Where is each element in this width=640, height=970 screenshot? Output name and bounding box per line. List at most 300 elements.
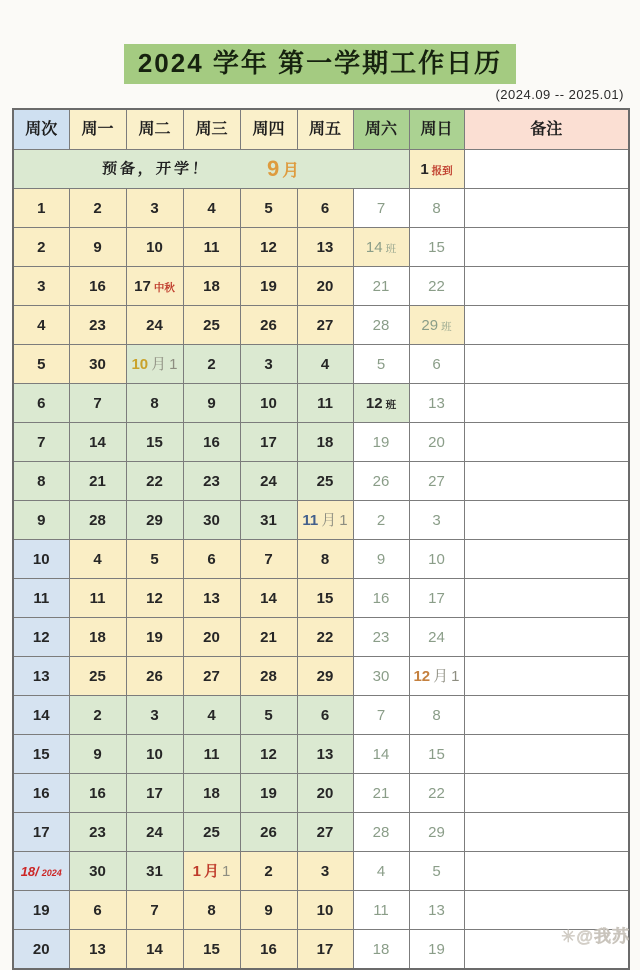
- day-cell: [297, 891, 353, 930]
- cell-text: 11: [373, 901, 389, 919]
- note-cell: [464, 423, 629, 462]
- page-title-wrap: [0, 44, 640, 84]
- watermark-logo-icon: ✳: [561, 927, 577, 946]
- day-cell: [297, 267, 353, 306]
- cell-text: 13: [89, 940, 106, 958]
- cell-text: 7: [37, 433, 46, 451]
- cell-text: 30: [203, 511, 220, 529]
- header-cell-week: 周次: [13, 109, 69, 150]
- day-cell: [353, 618, 409, 657]
- cell-text: 7: [150, 901, 159, 919]
- cell-text: 14: [260, 589, 277, 607]
- cell-text: 5: [432, 862, 441, 880]
- cell-text: 30: [372, 667, 390, 685]
- day-cell: [297, 345, 353, 384]
- cell-text: 19: [428, 940, 445, 958]
- cell-text: 1: [451, 667, 460, 685]
- cell-text: 8: [320, 550, 330, 568]
- cell-text: 1: [222, 862, 231, 880]
- cell-text: 1: [339, 511, 348, 529]
- cell-text: 12: [365, 394, 383, 412]
- cell-text: 20: [428, 433, 445, 451]
- header-cell-tue: 周二: [126, 109, 183, 150]
- cell-text: 5: [264, 199, 273, 217]
- day-cell: [353, 696, 409, 735]
- day-cell: [409, 345, 464, 384]
- day-cell: [126, 501, 183, 540]
- week-number-cell: [13, 657, 69, 696]
- cell-text: 5: [37, 355, 46, 373]
- header-row: [13, 109, 629, 150]
- month-unit: 月: [282, 161, 300, 180]
- day-cell: [297, 813, 353, 852]
- day-cell: [183, 891, 240, 930]
- calendar-table: [12, 108, 630, 970]
- day-cell: [353, 306, 409, 345]
- cell-text: 8: [207, 901, 216, 919]
- day-cell: [353, 501, 409, 540]
- day-cell: [409, 579, 464, 618]
- cell-text: 22: [428, 277, 445, 295]
- header-cell-notes: 备注: [464, 109, 629, 150]
- day-cell: [353, 384, 409, 423]
- cell-text: 4: [93, 550, 102, 568]
- cell-text: 19: [372, 433, 390, 451]
- cell-text: 22: [316, 628, 334, 646]
- cell-text: 23: [89, 823, 106, 841]
- week-number-cell: [13, 345, 69, 384]
- day-cell: [69, 813, 126, 852]
- day-cell: [183, 930, 240, 970]
- note-cell: [464, 345, 629, 384]
- cell-text: 26: [260, 316, 277, 334]
- week-row: [13, 462, 629, 501]
- day-cell: [353, 852, 409, 891]
- day-cell: [126, 228, 183, 267]
- watermark-text: @我苏: [576, 927, 630, 946]
- day-cell: [353, 774, 409, 813]
- day-cell: [69, 267, 126, 306]
- week-number-cell: [13, 501, 69, 540]
- cell-text: 6: [432, 355, 441, 373]
- week-row: [13, 657, 629, 696]
- day-cell: [409, 228, 464, 267]
- day-cell: [240, 774, 297, 813]
- day-cell: [126, 540, 183, 579]
- day-cell: [297, 189, 353, 228]
- cell-text: 29: [421, 316, 439, 334]
- cell-text: 3: [150, 199, 159, 217]
- note-cell: [464, 696, 629, 735]
- note-cell: [464, 267, 629, 306]
- week-number-cell: [13, 423, 69, 462]
- cell-text: 13: [316, 745, 334, 763]
- day-cell: [183, 306, 240, 345]
- day-cell: [126, 267, 183, 306]
- cell-text: 26: [260, 823, 277, 841]
- cell-text: 20: [203, 628, 220, 646]
- cell-text: 10: [316, 901, 334, 919]
- cell-text: 26: [146, 667, 163, 685]
- cell-text: 16: [32, 784, 50, 802]
- week-number-cell: [13, 189, 69, 228]
- month-number: 9: [267, 156, 280, 181]
- day-cell: [69, 423, 126, 462]
- day-cell: [297, 657, 353, 696]
- cell-text: 12: [260, 238, 277, 256]
- month-row: [13, 150, 629, 189]
- week-number-cell: [13, 774, 69, 813]
- cell-text: 月: [321, 511, 337, 529]
- day-cell: [297, 540, 353, 579]
- day-cell: [240, 267, 297, 306]
- cell-text: 10: [131, 355, 149, 373]
- cell-text: 4: [320, 355, 330, 373]
- day-cell: [240, 306, 297, 345]
- cell-text: 27: [316, 316, 334, 334]
- day-cell: [183, 462, 240, 501]
- day-cell: [69, 462, 126, 501]
- cell-text: 11: [33, 589, 50, 607]
- cell-text: 21: [260, 628, 277, 646]
- header-cell-fri: 周五: [297, 109, 353, 150]
- day-cell: [126, 618, 183, 657]
- cell-text: 18: [372, 940, 390, 958]
- day-cell: [240, 657, 297, 696]
- cell-text: 6: [320, 706, 330, 724]
- day-cell: [297, 735, 353, 774]
- note-cell: [464, 384, 629, 423]
- cell-text: 17: [260, 433, 277, 451]
- note-cell: [464, 540, 629, 579]
- day-cell: [353, 579, 409, 618]
- cell-text: 8: [37, 472, 46, 490]
- cell-text: 20: [316, 784, 334, 802]
- day-cell: [409, 189, 464, 228]
- cell-text: 11: [89, 589, 106, 607]
- cell-text: 12: [32, 628, 50, 646]
- cell-text: 10: [32, 550, 50, 568]
- cell-text: 9: [376, 550, 386, 568]
- cell-text: 13: [428, 901, 445, 919]
- cell-text: 3: [37, 277, 46, 295]
- week-number-cell: [13, 852, 69, 891]
- day-cell: [297, 696, 353, 735]
- day-cell: [353, 540, 409, 579]
- day-cell: [353, 228, 409, 267]
- cell-text: 15: [316, 589, 334, 607]
- day-cell: [69, 852, 126, 891]
- cell-text: 24: [146, 316, 163, 334]
- day-cell: [353, 891, 409, 930]
- day-cell: [240, 852, 297, 891]
- day-cell: [69, 735, 126, 774]
- cell-text: 17: [428, 589, 445, 607]
- cell-text: 20: [32, 940, 50, 958]
- cell-text: 3: [150, 706, 159, 724]
- day-cell: [409, 267, 464, 306]
- day-cell: [240, 618, 297, 657]
- week-row: [13, 852, 629, 891]
- cell-text: 14: [89, 433, 106, 451]
- day-cell: [353, 462, 409, 501]
- cell-text: 6: [320, 199, 330, 217]
- week-row: [13, 618, 629, 657]
- cell-text: 22: [428, 784, 445, 802]
- day-cell: [409, 306, 464, 345]
- day-cell: [69, 657, 126, 696]
- day-cell: [409, 813, 464, 852]
- week-number-cell: [13, 813, 69, 852]
- header-cell-mon: 周一: [69, 109, 126, 150]
- cell-text: 29: [146, 511, 163, 529]
- week-row: [13, 423, 629, 462]
- cell-text: 班: [441, 320, 452, 333]
- day-cell: [353, 267, 409, 306]
- day-cell: [183, 618, 240, 657]
- cell-text: 20: [316, 277, 334, 295]
- day-cell: [240, 501, 297, 540]
- day-cell: [126, 423, 183, 462]
- cell-text: 17: [146, 784, 163, 802]
- note-cell: [464, 813, 629, 852]
- cell-text: 11: [203, 745, 220, 763]
- cell-text: 2: [376, 511, 386, 529]
- cell-text: 21: [89, 472, 106, 490]
- week-number-cell: [13, 891, 69, 930]
- cell-text: 14: [372, 745, 390, 763]
- week-row: [13, 813, 629, 852]
- cell-text: 22: [146, 472, 163, 490]
- cell-text: 25: [316, 472, 334, 490]
- week-number-cell: [13, 930, 69, 970]
- day-cell: [240, 462, 297, 501]
- cell-text: 11: [317, 394, 333, 412]
- cell-text: 3: [320, 862, 330, 880]
- week-row: [13, 540, 629, 579]
- cell-text: 12: [413, 667, 431, 685]
- week-number-cell: [13, 618, 69, 657]
- day-cell: [183, 228, 240, 267]
- day-cell: [126, 774, 183, 813]
- cell-text: 26: [372, 472, 390, 490]
- cell-text: 2: [207, 355, 216, 373]
- week-number-cell: [13, 228, 69, 267]
- day-cell: [69, 345, 126, 384]
- cell-text: 25: [89, 667, 106, 685]
- month-label: [267, 158, 299, 180]
- day-cell: [183, 540, 240, 579]
- cell-text: 14: [146, 940, 163, 958]
- week-row: [13, 189, 629, 228]
- week-row: [13, 384, 629, 423]
- day-cell: [409, 462, 464, 501]
- day-cell: [183, 384, 240, 423]
- day-cell: [409, 735, 464, 774]
- cell-text: 1: [37, 199, 46, 217]
- cell-text: 13: [32, 667, 50, 685]
- cell-text: 15: [203, 940, 220, 958]
- cell-text: 7: [93, 394, 102, 412]
- day-cell: [353, 423, 409, 462]
- cell-text: 3: [264, 355, 273, 373]
- note-cell: [464, 189, 629, 228]
- cell-text: 4: [376, 862, 386, 880]
- cell-text: 31: [260, 511, 277, 529]
- day-cell: [297, 501, 353, 540]
- day-cell: [69, 579, 126, 618]
- cell-text: 19: [146, 628, 163, 646]
- day-cell: [240, 423, 297, 462]
- day-cell: [409, 696, 464, 735]
- cell-text: 23: [89, 316, 106, 334]
- cell-text: 24: [428, 628, 445, 646]
- cell-text: 3: [432, 511, 441, 529]
- cell-text: 31: [146, 862, 163, 880]
- day-cell: [409, 618, 464, 657]
- day-cell: [409, 501, 464, 540]
- cell-text: 13: [316, 238, 334, 256]
- cell-text: 13: [203, 589, 220, 607]
- cell-text: 12: [146, 589, 163, 607]
- header-cell-wed: 周三: [183, 109, 240, 150]
- day-cell: [126, 852, 183, 891]
- note-cell: [464, 735, 629, 774]
- cell-text: 21: [372, 784, 390, 802]
- day-cell: [240, 813, 297, 852]
- cell-text: 6: [207, 550, 216, 568]
- cell-text: 4: [207, 706, 216, 724]
- cell-text: 1: [420, 160, 429, 178]
- cell-text: 28: [89, 511, 106, 529]
- cell-text: 24: [146, 823, 163, 841]
- day-cell: [183, 696, 240, 735]
- day-cell: [69, 189, 126, 228]
- cell-text: 23: [372, 628, 390, 646]
- day-cell: [126, 657, 183, 696]
- day-cell: [183, 501, 240, 540]
- cell-text: 5: [376, 355, 386, 373]
- day-cell: [126, 384, 183, 423]
- day-cell: [297, 384, 353, 423]
- day-cell: [409, 540, 464, 579]
- cell-text: 17: [32, 823, 50, 841]
- cell-text: 10: [428, 550, 445, 568]
- page-title: 2024 学年 第一学期工作日历: [124, 44, 516, 84]
- cell-text: 1: [169, 355, 178, 373]
- cell-text: 18/: [20, 863, 39, 879]
- cell-text: 21: [372, 277, 390, 295]
- header-cell-sat: 周六: [353, 109, 409, 150]
- cell-text: 月: [151, 355, 167, 373]
- day-cell: [183, 657, 240, 696]
- note-cell: [464, 618, 629, 657]
- cell-text: 12: [260, 745, 277, 763]
- cell-text: 11: [302, 511, 319, 529]
- note-cell: [464, 150, 629, 189]
- day-cell: [240, 228, 297, 267]
- cell-text: 班: [385, 398, 397, 411]
- day-cell: [183, 735, 240, 774]
- day-cell: [183, 579, 240, 618]
- cell-text: 25: [203, 823, 220, 841]
- day-cell: [69, 384, 126, 423]
- cell-text: 16: [89, 277, 106, 295]
- day-cell: [240, 579, 297, 618]
- cell-text: 28: [260, 667, 277, 685]
- day-cell: [240, 891, 297, 930]
- cell-text: 7: [264, 550, 273, 568]
- day-cell: [69, 501, 126, 540]
- day-cell: [353, 657, 409, 696]
- week-row: [13, 306, 629, 345]
- week-number-cell: [13, 267, 69, 306]
- day-cell: [183, 189, 240, 228]
- cell-text: 15: [428, 745, 445, 763]
- day-cell: [126, 579, 183, 618]
- day-cell: [297, 852, 353, 891]
- cell-text: 29: [316, 667, 334, 685]
- day-cell: [240, 540, 297, 579]
- day-cell: [353, 735, 409, 774]
- cell-text: 17: [316, 940, 334, 958]
- cell-text: 4: [207, 199, 216, 217]
- cell-text: 29: [428, 823, 445, 841]
- cell-text: 30: [89, 862, 106, 880]
- day-cell: [69, 774, 126, 813]
- week-row: [13, 774, 629, 813]
- cell-text: 1: [192, 862, 201, 880]
- cell-text: 6: [93, 901, 102, 919]
- cell-text: 4: [37, 316, 46, 334]
- week-number-cell: [13, 696, 69, 735]
- day-cell: [353, 930, 409, 970]
- cell-text: 30: [89, 355, 106, 373]
- handwritten-note: 预备，开学！: [101, 160, 211, 178]
- cell-text: 2: [93, 706, 102, 724]
- day-cell: [183, 852, 240, 891]
- cell-text: 15: [146, 433, 163, 451]
- cell-text: 14: [365, 238, 383, 256]
- cell-text: 5: [150, 550, 159, 568]
- day-cell: [409, 774, 464, 813]
- cell-text: 9: [93, 745, 102, 763]
- note-cell: [464, 657, 629, 696]
- day-cell: [297, 462, 353, 501]
- cell-text: 6: [37, 394, 46, 412]
- cell-text: 19: [260, 277, 277, 295]
- day-cell: [126, 189, 183, 228]
- cell-text: 2: [93, 199, 102, 217]
- day-cell: [126, 696, 183, 735]
- day-cell: [240, 696, 297, 735]
- cell-text: 2: [264, 862, 273, 880]
- cell-text: 16: [260, 940, 277, 958]
- day-cell: [297, 579, 353, 618]
- cell-text: 25: [203, 316, 220, 334]
- cell-text: 16: [203, 433, 220, 451]
- day-cell: [69, 540, 126, 579]
- cell-text: 11: [203, 238, 220, 256]
- day-cell: [126, 345, 183, 384]
- day-cell: [240, 735, 297, 774]
- cell-text: 9: [93, 238, 102, 256]
- day-cell: [353, 813, 409, 852]
- day-cell: [409, 930, 464, 970]
- cell-text: 月: [203, 862, 219, 880]
- cell-text: 中秋: [153, 281, 175, 294]
- day-cell: [409, 657, 464, 696]
